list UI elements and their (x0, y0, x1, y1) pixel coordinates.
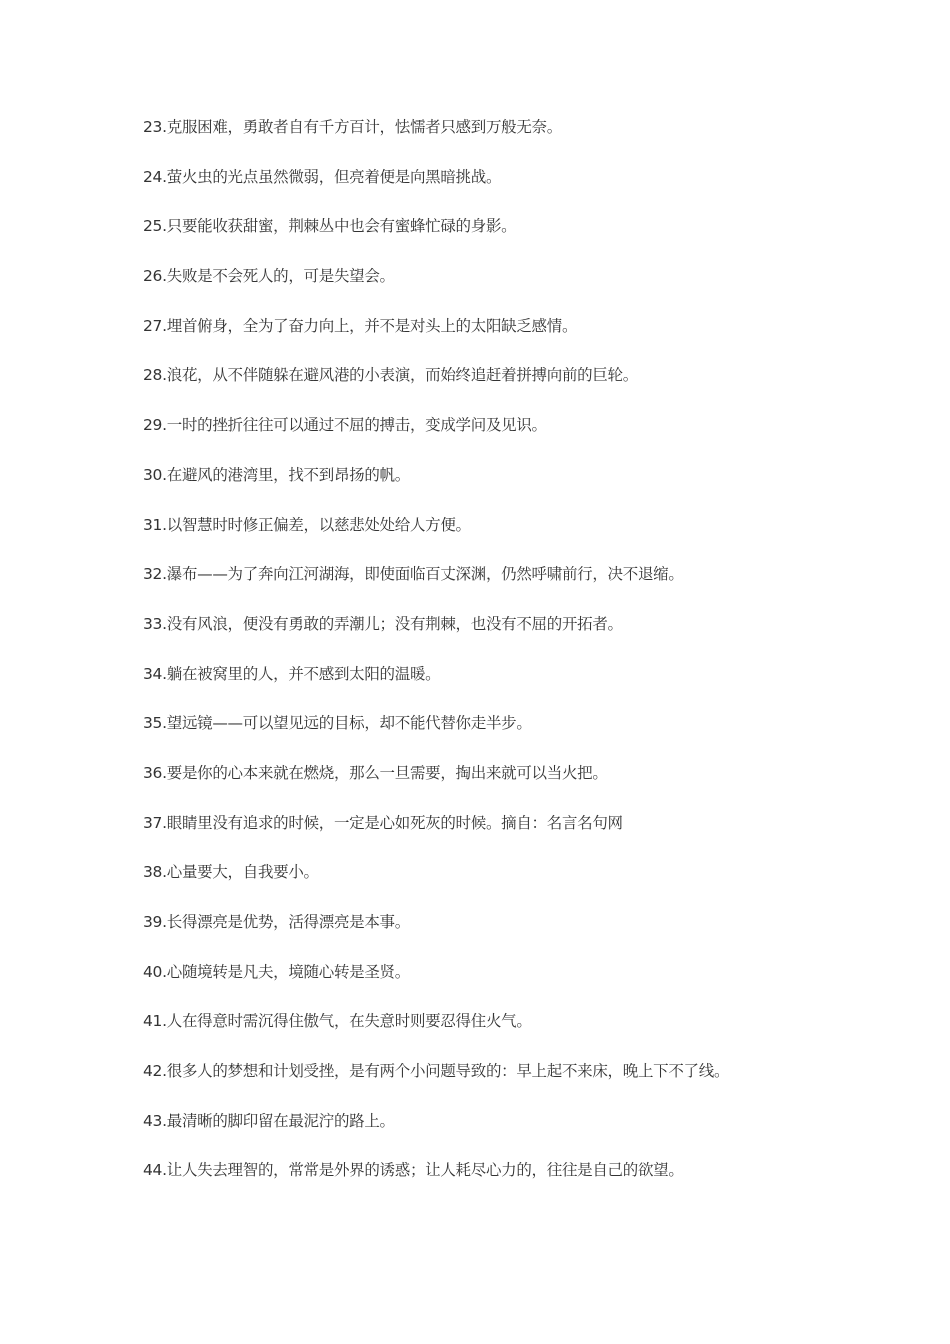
quote-item: 41.人在得意时需沉得住傲气，在失意时则要忍得住火气。 (143, 1012, 532, 1031)
quote-item: 38.心量要大，自我要小。 (143, 863, 319, 882)
quote-item: 39.长得漂亮是优势，活得漂亮是本事。 (143, 913, 410, 931)
quote-item: 43.最清晰的脚印留在最泥泞的路上。 (143, 1111, 395, 1130)
quote-item: 23.克服困难，勇敢者自有千方百计，怯懦者只感到万般无奈。 (143, 118, 562, 136)
quote-item: 33.没有风浪，便没有勇敢的弄潮儿；没有荆棘，也没有不屈的开拓者。 (143, 614, 623, 633)
quote-item: 32.瀑布——为了奔向江河湖海，即使面临百丈深渊，仍然呼啸前行，决不退缩。 (143, 565, 684, 584)
quote-item: 29.一时的挫折往往可以通过不屈的搏击，变成学问及见识。 (143, 416, 547, 435)
quote-item: 30.在避风的港湾里，找不到昂扬的帆。 (143, 465, 410, 484)
quote-item: 24.萤火虫的光点虽然微弱，但亮着便是向黑暗挑战。 (143, 167, 502, 186)
quote-list (143, 116, 729, 1209)
quote-item: 44.让人失去理智的，常常是外界的诱惑；让人耗尽心力的，往往是自己的欲望。 (143, 1161, 684, 1180)
quote-item: 35.望远镜——可以望见远的目标，却不能代替你走半步。 (143, 714, 532, 733)
quote-item: 26.失败是不会死人的，可是失望会。 (143, 267, 395, 286)
quote-item: 25.只要能收获甜蜜，荆棘丛中也会有蜜蜂忙碌的身影。 (143, 217, 517, 236)
quote-item: 27.埋首俯身，全为了奋力向上，并不是对头上的太阳缺乏感情。 (143, 316, 578, 335)
quote-item: 36.要是你的心本来就在燃烧，那么一旦需要，掏出来就可以当火把。 (143, 763, 608, 782)
quote-item: 40.心随境转是凡夫，境随心转是圣贤。 (143, 962, 410, 981)
quote-item: 34.躺在被窝里的人，并不感到太阳的温暖。 (143, 664, 441, 683)
quote-item: 28.浪花，从不伴随躲在避风港的小表演，而始终追赶着拼搏向前的巨轮。 (143, 366, 638, 385)
quote-item: 37.眼睛里没有追求的时候，一定是心如死灰的时候。摘自：名言名句网 (143, 813, 623, 832)
quote-item: 42.很多人的梦想和计划受挫，是有两个小问题导致的：早上起不来床，晚上下不了线。 (143, 1062, 730, 1081)
quote-item: 31.以智慧时时修正偏差，以慈悲处处给人方便。 (143, 515, 471, 534)
